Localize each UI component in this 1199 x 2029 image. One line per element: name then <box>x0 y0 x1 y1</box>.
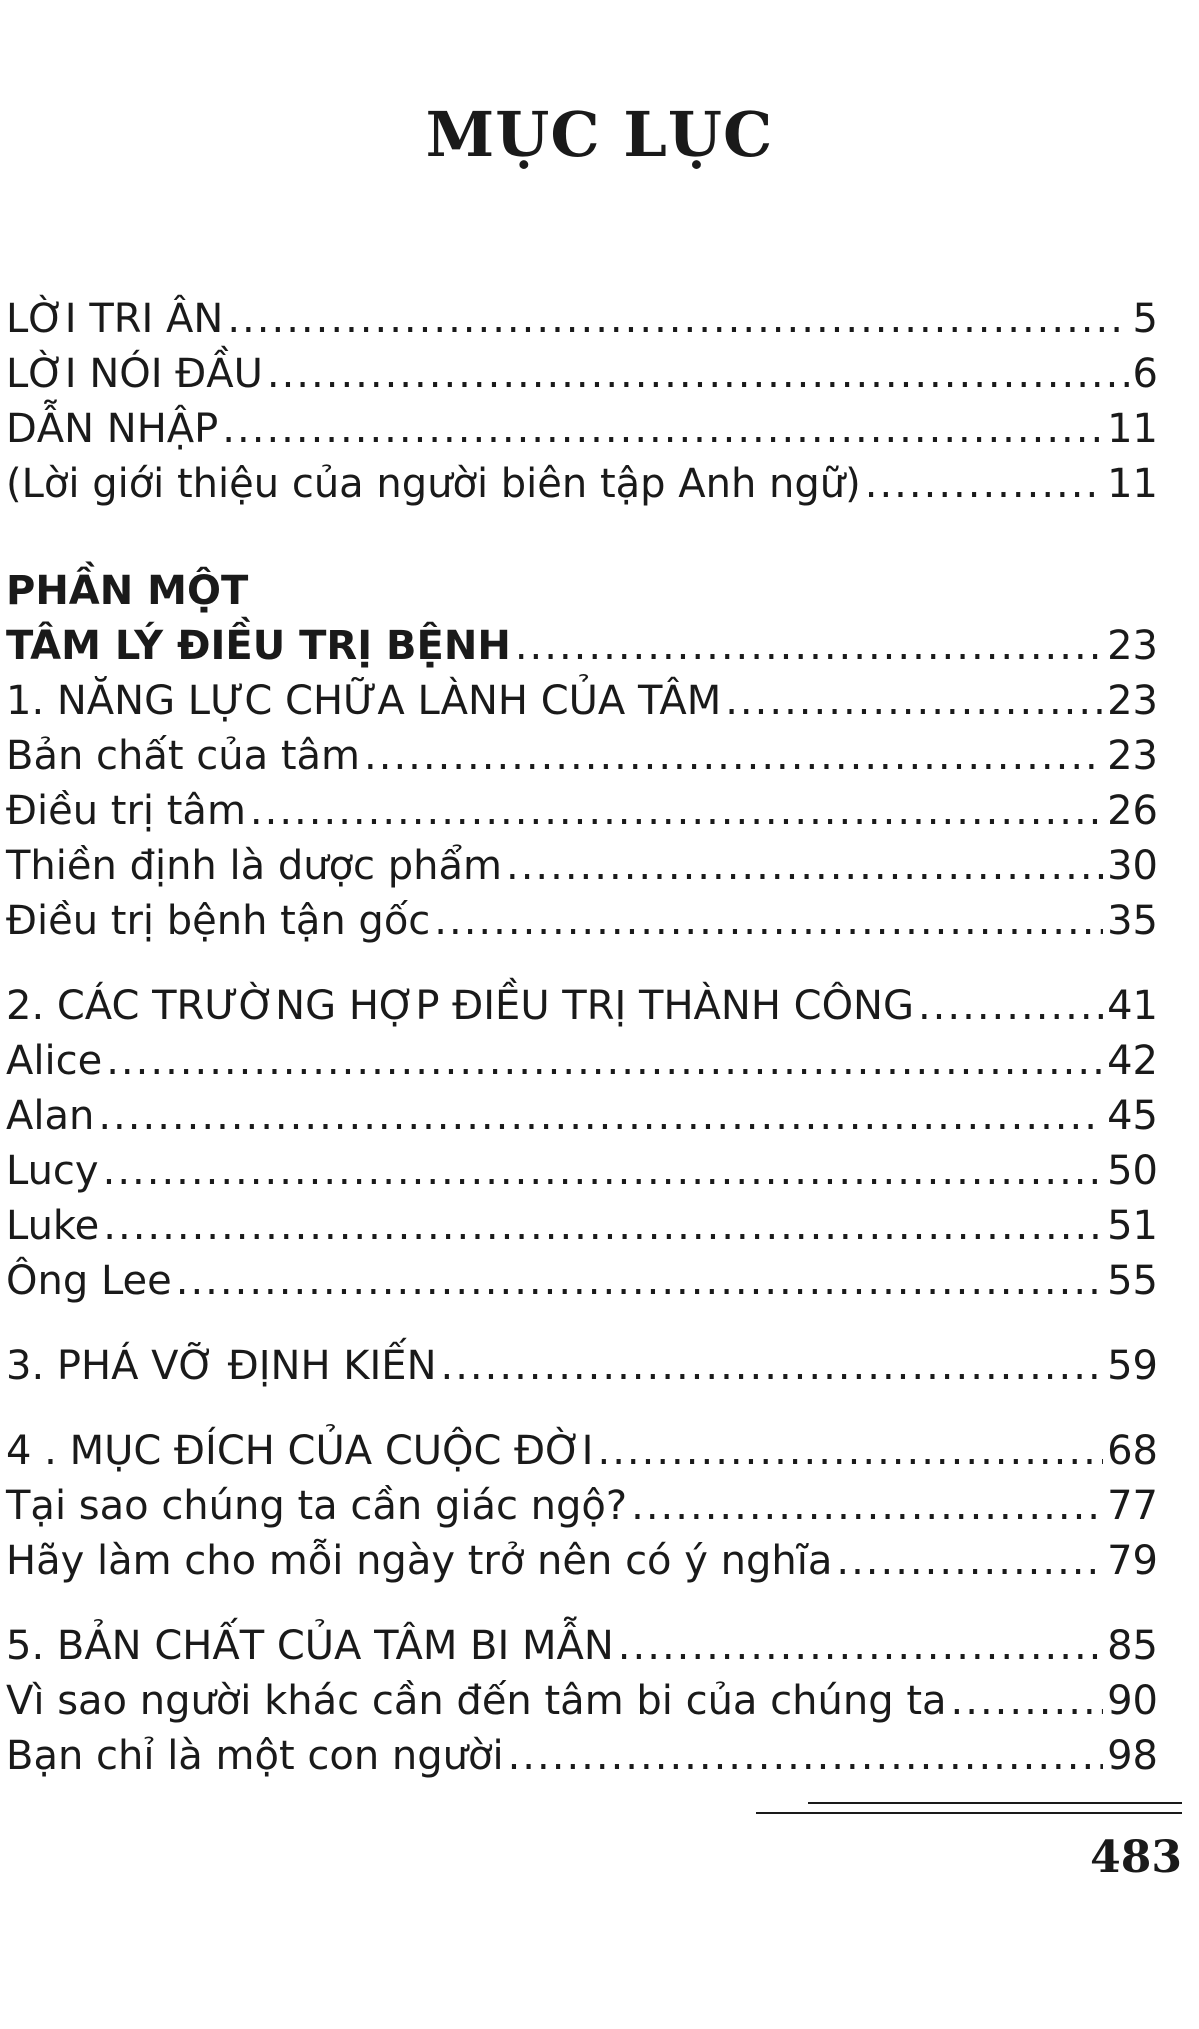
page-number: 483 <box>1090 1832 1182 1883</box>
toc-entry-page: 11 <box>1107 461 1158 507</box>
toc-entry-chapter[interactable] <box>6 674 1158 729</box>
footer-rule-lower <box>756 1812 1182 1814</box>
toc-entry-page: 35 <box>1107 898 1158 944</box>
toc-entry-page: 30 <box>1107 843 1158 889</box>
dot-leader <box>515 619 1103 674</box>
toc-entry-part-title[interactable] <box>6 619 1158 674</box>
toc-entry[interactable] <box>6 839 1158 894</box>
toc-entry-label: Alan <box>6 1093 95 1139</box>
toc-entry-chapter[interactable] <box>6 1424 1158 1479</box>
toc-entry-label: Lucy <box>6 1148 99 1194</box>
toc-entry[interactable] <box>6 894 1158 949</box>
toc-entry-label: Vì sao người khác cần đến tâm bi của chúng ta <box>6 1678 947 1724</box>
toc-entry-label: Alice <box>6 1038 103 1084</box>
dot-leader <box>434 894 1103 949</box>
toc-entry-label: 2. CÁC TRƯỜNG HỢP ĐIỀU TRỊ THÀNH CÔNG <box>6 983 914 1029</box>
toc-entry-page: 55 <box>1107 1258 1158 1304</box>
toc-entry-page: 11 <box>1107 406 1158 452</box>
dot-leader <box>441 1339 1104 1394</box>
dot-leader <box>364 729 1103 784</box>
toc-entry-label: Tại sao chúng ta cần giác ngộ? <box>6 1483 628 1529</box>
dot-leader <box>865 457 1103 512</box>
toc-entry-page: 98 <box>1107 1733 1158 1779</box>
section-gap <box>6 512 1158 564</box>
dot-leader <box>597 1424 1103 1479</box>
dot-leader <box>618 1619 1103 1674</box>
dot-leader <box>506 839 1103 894</box>
dot-leader <box>222 402 1103 457</box>
toc-entry-page: 85 <box>1107 1623 1158 1669</box>
toc-entry-page: 42 <box>1107 1038 1158 1084</box>
toc-entry-page: 41 <box>1107 983 1158 1029</box>
toc-entry-chapter[interactable] <box>6 1339 1158 1394</box>
footer-rule-upper <box>808 1802 1182 1804</box>
toc-entry[interactable] <box>6 1089 1158 1144</box>
toc-entry-label: Bản chất của tâm <box>6 733 361 779</box>
dot-leader <box>631 1479 1103 1534</box>
dot-leader <box>103 1199 1103 1254</box>
toc-entry-label: Bạn chỉ là một con người <box>6 1733 504 1779</box>
toc-entry-page: 90 <box>1107 1678 1158 1724</box>
toc-entry-label: 3. PHÁ VỠ ĐỊNH KIẾN <box>6 1343 437 1389</box>
toc-entry-page: 23 <box>1107 678 1158 724</box>
table-of-contents <box>6 292 1158 1784</box>
dot-leader <box>267 347 1129 402</box>
toc-entry-page: 51 <box>1107 1203 1158 1249</box>
page-title: MỤC LỤC <box>425 98 774 171</box>
toc-entry[interactable] <box>6 729 1158 784</box>
toc-entry[interactable] <box>6 784 1158 839</box>
dot-leader <box>106 1034 1103 1089</box>
part-heading: PHẦN MỘT <box>6 568 249 614</box>
dot-leader <box>227 292 1128 347</box>
dot-leader <box>951 1674 1104 1729</box>
toc-entry-page: 68 <box>1107 1428 1158 1474</box>
toc-entry[interactable] <box>6 457 1158 512</box>
section-gap <box>6 1309 1158 1339</box>
toc-entry-page: 6 <box>1132 351 1158 397</box>
toc-entry-chapter[interactable] <box>6 979 1158 1034</box>
dot-leader <box>508 1729 1104 1784</box>
dot-leader <box>250 784 1103 839</box>
toc-entry-label: Điều trị bệnh tận gốc <box>6 898 431 944</box>
section-gap <box>6 1589 1158 1619</box>
toc-entry-label: LỜI TRI ÂN <box>6 296 224 342</box>
toc-entry[interactable] <box>6 1674 1158 1729</box>
toc-entry-page: 79 <box>1107 1538 1158 1584</box>
toc-entry-page: 23 <box>1107 733 1158 779</box>
toc-entry-page: 26 <box>1107 788 1158 834</box>
toc-entry[interactable] <box>6 402 1158 457</box>
toc-entry[interactable] <box>6 347 1158 402</box>
toc-entry-label: 4 . MỤC ĐÍCH CỦA CUỘC ĐỜI <box>6 1428 594 1474</box>
toc-entry-page: 59 <box>1107 1343 1158 1389</box>
section-gap <box>6 949 1158 979</box>
toc-entry-label: (Lời giới thiệu của người biên tập Anh ngữ) <box>6 461 861 507</box>
toc-entry-label: Ông Lee <box>6 1258 172 1304</box>
toc-entry[interactable] <box>6 292 1158 347</box>
dot-leader <box>725 674 1103 729</box>
toc-entry-page: 5 <box>1132 296 1158 342</box>
toc-entry-label: DẪN NHẬP <box>6 406 219 452</box>
toc-entry-page: 77 <box>1107 1483 1158 1529</box>
toc-entry[interactable] <box>6 1199 1158 1254</box>
toc-entry-label: Thiền định là dược phẩm <box>6 843 502 889</box>
dot-leader <box>836 1534 1103 1589</box>
toc-entry[interactable] <box>6 1729 1158 1784</box>
toc-entry[interactable] <box>6 1034 1158 1089</box>
toc-entry-label: LỜI NÓI ĐẦU <box>6 351 263 397</box>
toc-entry[interactable] <box>6 1534 1158 1589</box>
dot-leader <box>103 1144 1103 1199</box>
toc-entry-page: 50 <box>1107 1148 1158 1194</box>
toc-entry[interactable] <box>6 1479 1158 1534</box>
toc-entry-label: Hãy làm cho mỗi ngày trở nên có ý nghĩa <box>6 1538 833 1584</box>
dot-leader <box>98 1089 1103 1144</box>
dot-leader <box>176 1254 1103 1309</box>
toc-entry-label: Điều trị tâm <box>6 788 246 834</box>
toc-entry-label: Luke <box>6 1203 100 1249</box>
toc-entry-label: TÂM LÝ ĐIỀU TRỊ BỆNH <box>6 623 511 669</box>
toc-entry[interactable] <box>6 1144 1158 1199</box>
toc-entry-page: 45 <box>1107 1093 1158 1139</box>
toc-entry[interactable] <box>6 1254 1158 1309</box>
toc-entry-label: 1. NĂNG LỰC CHỮA LÀNH CỦA TÂM <box>6 678 722 724</box>
toc-entry-chapter[interactable] <box>6 1619 1158 1674</box>
toc-entry-page: 23 <box>1107 623 1158 669</box>
dot-leader <box>918 979 1103 1034</box>
toc-entry-label: 5. BẢN CHẤT CỦA TÂM BI MẪN <box>6 1623 614 1669</box>
section-gap <box>6 1394 1158 1424</box>
